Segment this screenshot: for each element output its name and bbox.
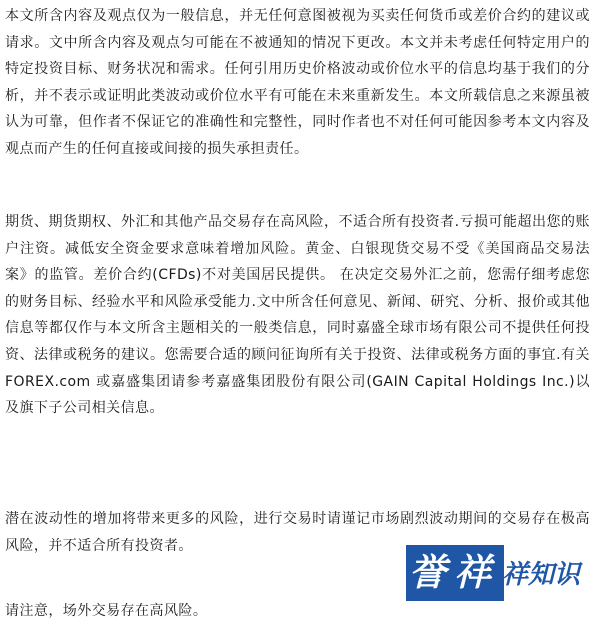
disclaimer-paragraph-volatility: 潜在波动性的增加将带来更多的风险，进行交易时请谨记市场剧烈波动期间的交易存在极高风险，并不适合所有投资者。 [5,511,590,554]
disclaimer-paragraph-risk: 期货、期货期权、外汇和其他产品交易存在高风险，不适合所有投资者.亏损可能超出您的账户注资。减低安全资金要求意味着增加风险。黄金、白银现货交易不受《美国商品交易法案》的监管。差价合约(CFDs)不对美国居民提供。 在决定交易外汇之前，您需仔细考虑您的财务目标、经验水平和风险承受能力.文中所含任何意见、新闻、研究、分析、报价或其他信息等都仅作与本文所含主题相关的一般类信息，同时嘉盛全球市场有限公司不提供任何投资、法律或税务的建议。您需要合适的顾问征询所有关于投资、法律或税务方面的事宜.有关 FOREX.com 或嘉盛集团请参考嘉盛集团股份有限公司(GAIN Capital Holdings Inc.)以及旗下子公司相关信息。 [5,214,590,417]
watermark-char-2: 祥 [454,551,491,594]
watermark-logo [406,545,582,601]
disclaimer-paragraph-otc-warning: 请注意，场外交易存在高风险。 [5,603,208,619]
watermark-text-rest: 祥知识 [502,560,581,590]
watermark-char-1: 誉 [409,551,446,594]
disclaimer-paragraph-general: 本文所含内容及观点仅为一般信息，并无任何意图被视为买卖任何货币或差价合约的建议或请求。文中所含内容及观点匀可能在不被通知的情况下更改。本文并未考虑任何特定用户的特定投资目标、财务状况和需求。任何引用历史价格波动或价位水平的信息均基于我们的分析，并不表示或证明此类波动或价位水平有可能在未来重新发生。本文所载信息之来源虽被认为可靠，但作者不保证它的准确性和完整性，同时作者也不对任何可能因参考本文内容及观点而产生的任何直接或间接的损失承担责任。 [5,8,590,157]
